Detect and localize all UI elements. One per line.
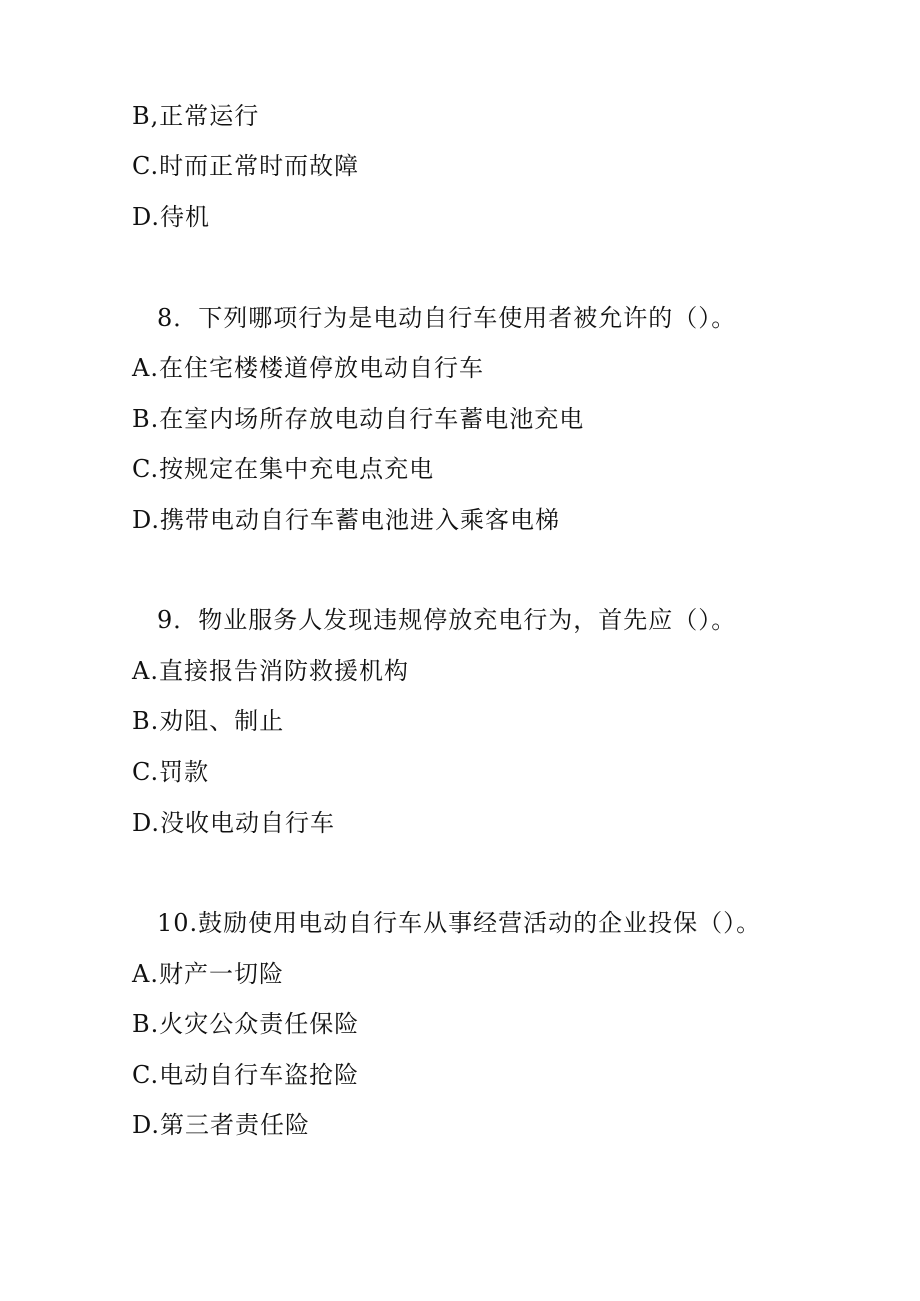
question-9-option-b: B.劝阻、制止 xyxy=(132,707,285,735)
prev-option-d: D.待机 xyxy=(132,203,211,231)
question-8-stem: 8．下列哪项行为是电动自行车使用者被允许的（）。 xyxy=(157,304,737,332)
question-8-option-b: B.在室内场所存放电动自行车蓄电池充电 xyxy=(132,405,585,433)
question-10-option-d: D.第三者责任险 xyxy=(132,1111,311,1139)
question-8-option-c: C.按规定在集中充电点充电 xyxy=(132,455,435,483)
question-9-option-d: D.没收电动自行车 xyxy=(132,809,336,837)
question-8-option-d: D.携带电动自行车蓄电池进入乘客电梯 xyxy=(132,506,561,534)
question-10-option-b: B.火灾公众责任保险 xyxy=(132,1010,360,1038)
prev-option-b: B,正常运行 xyxy=(132,102,260,130)
question-10-option-c: C.电动自行车盗抢险 xyxy=(132,1061,360,1089)
question-9-option-a: A.直接报告消防救援机构 xyxy=(132,657,409,685)
question-10-option-a: A.财产一切险 xyxy=(132,960,284,988)
question-8-option-a: A.在住宅楼楼道停放电动自行车 xyxy=(132,354,484,382)
question-9-stem: 9．物业服务人发现违规停放充电行为，首先应（）。 xyxy=(157,606,737,634)
question-10-stem: 10.鼓励使用电动自行车从事经营活动的企业投保（）。 xyxy=(157,909,762,937)
question-9-option-c: C.罚款 xyxy=(132,758,210,786)
prev-option-c: C.时而正常时而故障 xyxy=(132,152,360,180)
